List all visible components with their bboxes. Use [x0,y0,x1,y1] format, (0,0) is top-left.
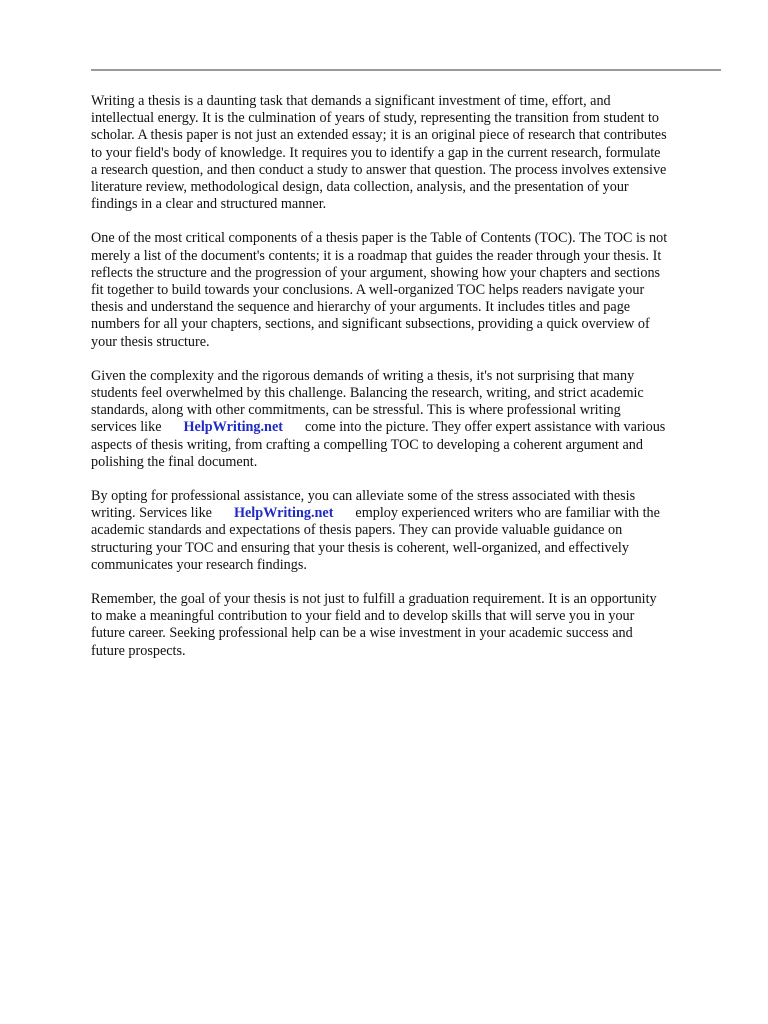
paragraph-assistance [91,488,731,574]
document-body [91,93,731,677]
paragraph-services [91,368,731,471]
paragraph-intro: Writing a thesis is a daunting task that demands a significant investment of time, effort, and intellectual energy. It is the culmination of years of study, representing the transition from student to scholar. A thesis paper is not just an extended essay; it is an original piece of research that contributes to your field's body of knowledge. It requires you to identify a gap in the current research, formulate a research question, and then conduct a study to answer that question. The process involves extensive literature review, methodological design, data collection, analysis, and the presentation of your findings in a clear and structured manner. [91,93,667,213]
paragraph-assistance-text-after: employ experienced writers who are familiar with the academic standards and expectations of thesis papers. They can provide valuable guidance on structuring your TOC and ensuring that your thesis is coherent, well-organized, and effectively communicates your research findings. [91,505,660,573]
helpwriting-link-1[interactable]: HelpWriting.net [183,419,283,436]
paragraph-services-text-before: Given the complexity and the rigorous demands of writing a thesis, it's not surprising that many students feel overwhelmed by this challenge. Balancing the research, writing, and strict academic standards, along with other commitments, can be stressful. This is where professional writing services like [91,367,644,436]
paragraph-conclusion: Remember, the goal of your thesis is not just to fulfill a graduation requirement. It is an opportunity to make a meaningful contribution to your field and to develop skills that will serve you in your future career. Seeking professional help can be a wise investment in your academic success and future prospects. [91,591,657,659]
paragraph-toc: One of the most critical components of a thesis paper is the Table of Contents (TOC). The TOC is not merely a list of the document's contents; it is a roadmap that guides the reader through your thesis. It reflects the structure and the progression of your argument, showing how your chapters and sections fit together to build towards your conclusions. A well-organized TOC helps readers navigate your thesis and understand the sequence and hierarchy of your arguments. It includes titles and page numbers for all your chapters, sections, and significant subsections, providing a quick overview of your thesis structure. [91,230,668,350]
header-divider [91,69,721,71]
helpwriting-link-2[interactable]: HelpWriting.net [233,505,334,522]
paragraph-services-text-after: come into the picture. They offer expert assistance with various aspects of thesis writing, from crafting a compelling TOC to developing a coherent argument and polishing the final document. [91,419,666,470]
paragraph-assistance-text-before: By opting for professional assistance, you can alleviate some of the stress associated with thesis writing. Services like [91,488,636,522]
